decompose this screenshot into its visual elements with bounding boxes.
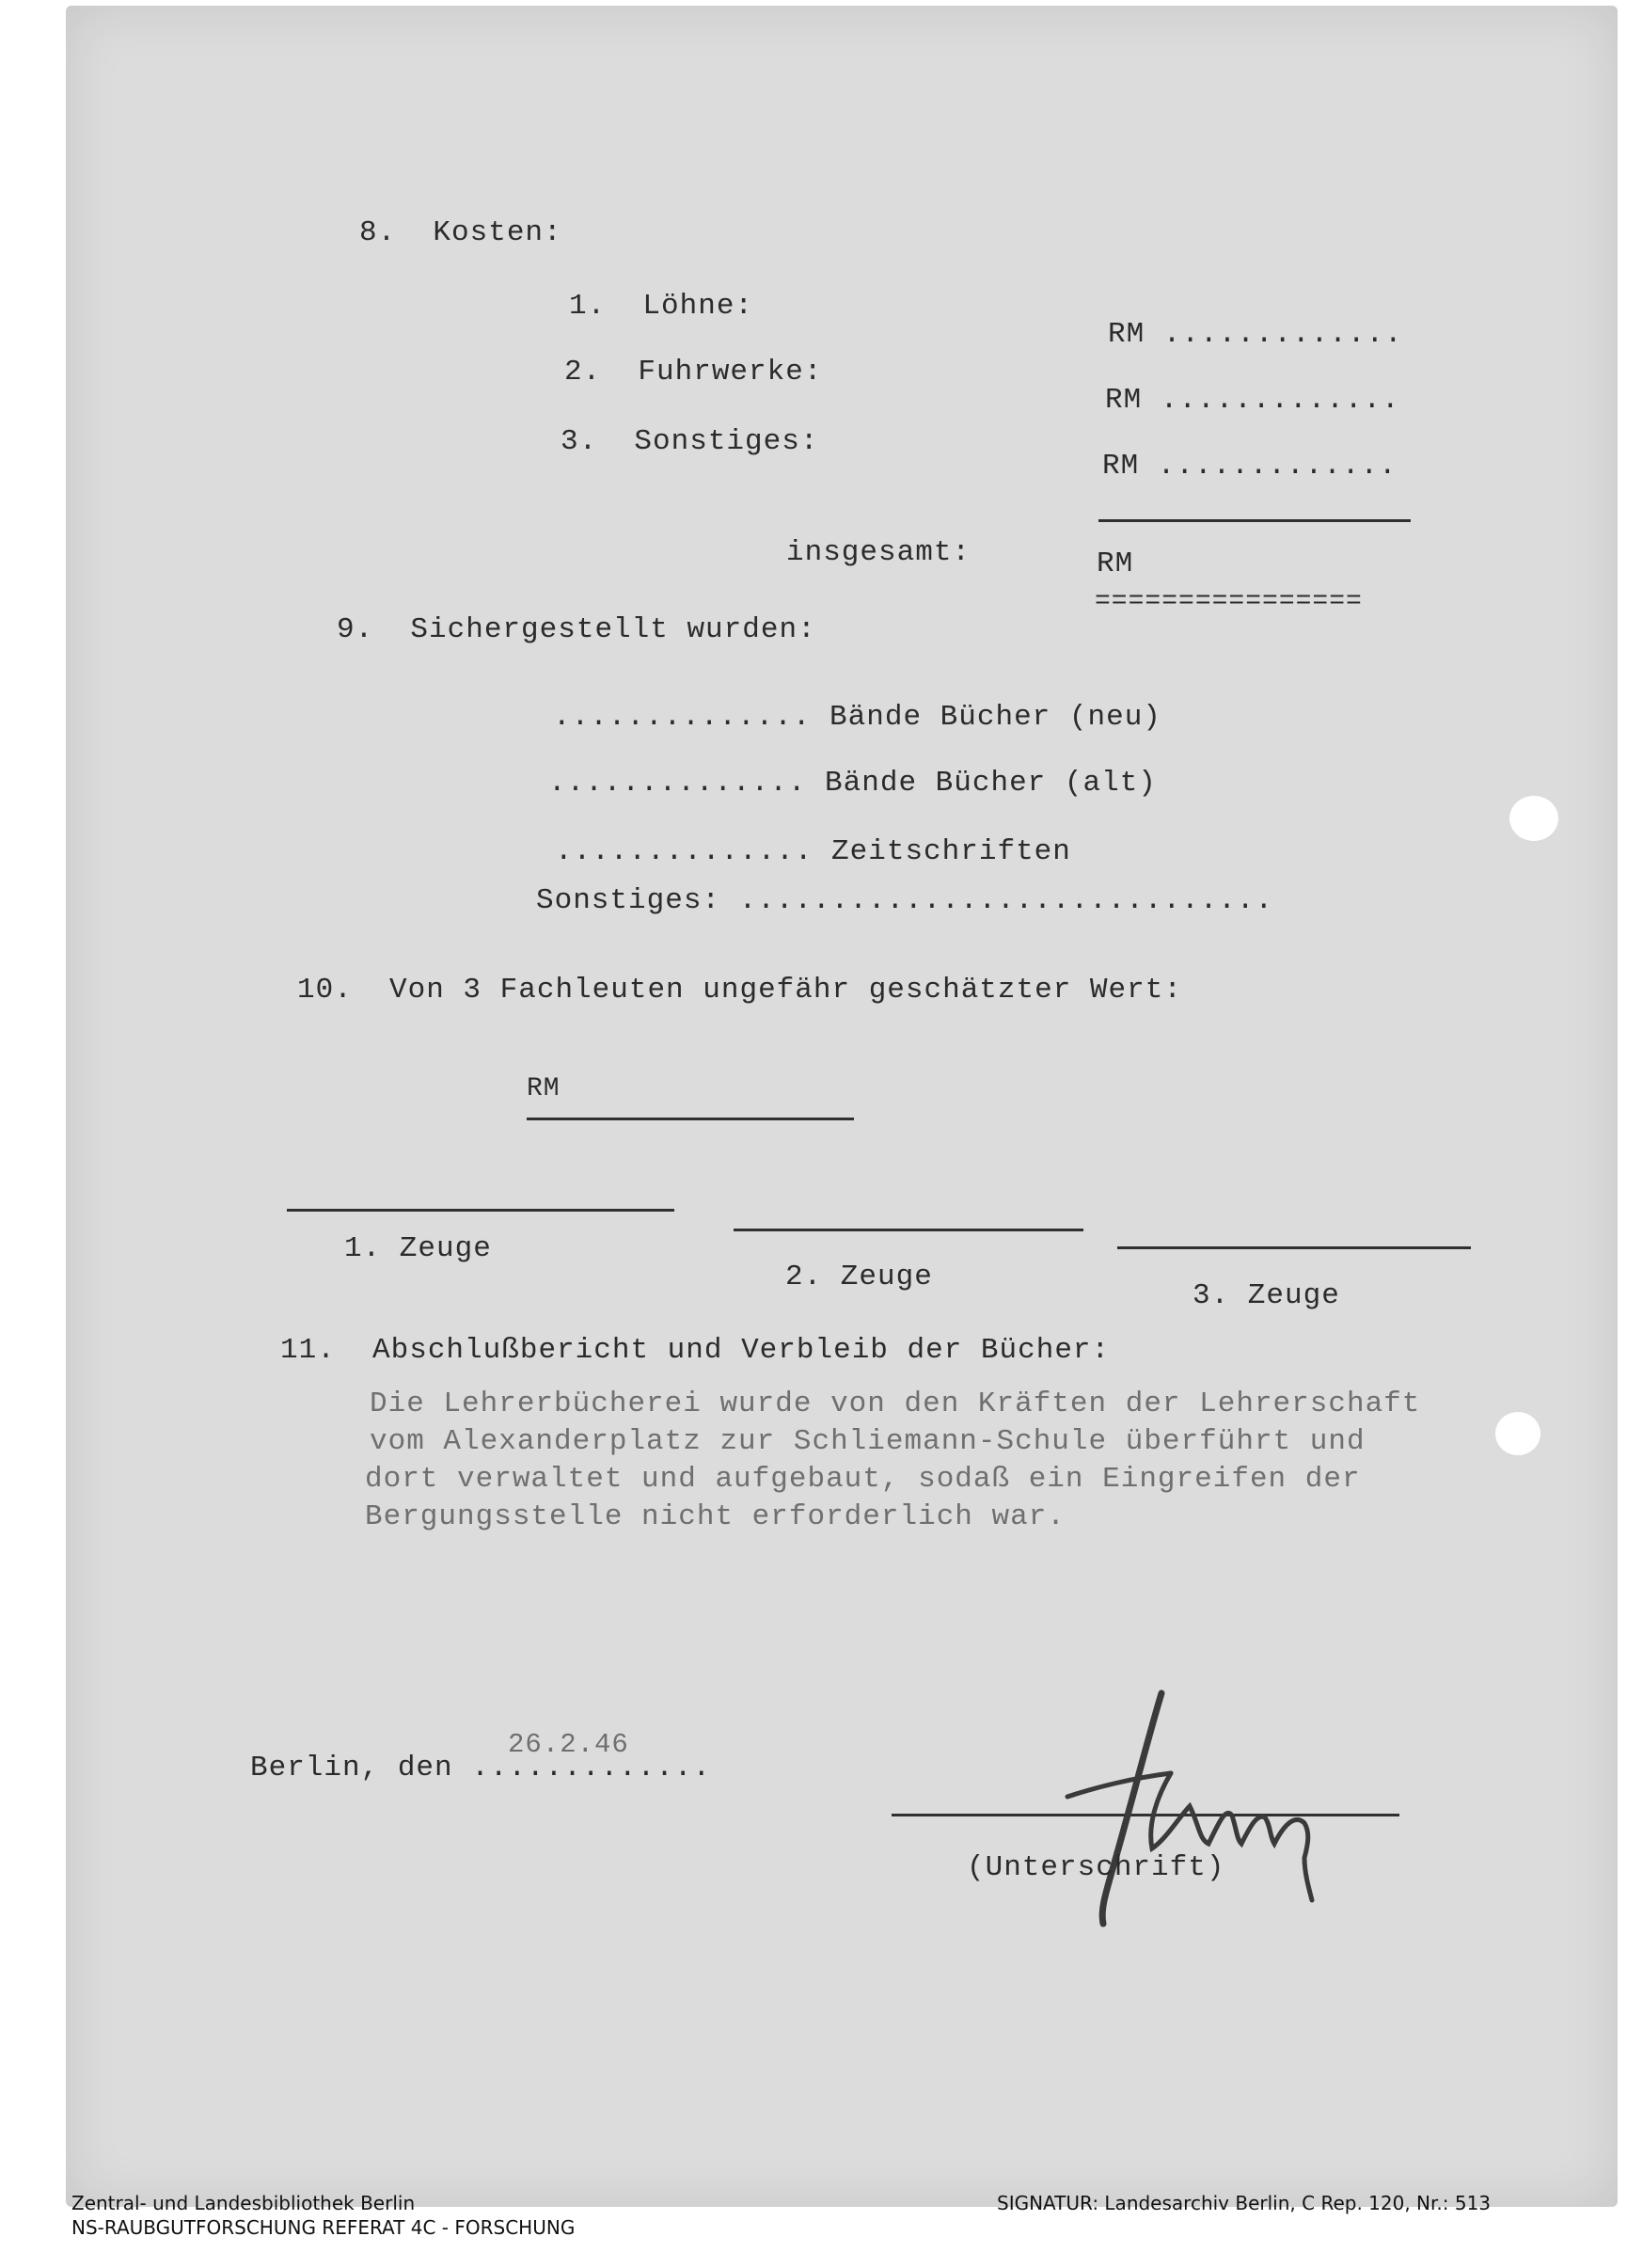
signature-caption: (Unterschrift) [967,1851,1225,1884]
witness-line [734,1229,1083,1231]
handwritten-signature [1058,1684,1359,1928]
witness-line [287,1209,674,1212]
cost-item-rm: RM ............. [1105,384,1400,417]
section-11-heading: 11. Abschlußbericht und Verbleib der Bücher: [280,1334,1111,1367]
cost-item-label: 1. Löhne: [569,290,754,323]
report-text-line: vom Alexanderplatz zur Schliemann-Schule überführt und [370,1425,1366,1458]
value-rule [527,1118,854,1120]
footer-institution: Zentral- und Landesbibliothek Berlin [71,2192,416,2214]
punch-hole [1509,796,1558,841]
section-9-heading: 9. Sichergestellt wurden: [337,613,816,646]
total-label: insgesamt: [786,536,971,569]
footer-department: NS-RAUBGUTFORSCHUNG REFERAT 4C - FORSCHUNG [71,2216,576,2239]
cost-item-rm: RM ............. [1102,450,1398,483]
seized-line: .............. Bände Bücher (alt) [548,767,1157,800]
witness-label: 3. Zeuge [1193,1279,1340,1312]
witness-line [1117,1246,1471,1249]
total-double-rule: ================ [1095,587,1363,616]
handwritten-date: 26.2.46 [508,1729,629,1760]
section-8-heading: 8. Kosten: [359,216,562,249]
report-text-line: dort verwaltet und aufgebaut, sodaß ein Eingreifen der [365,1463,1361,1496]
witness-label: 1. Zeuge [344,1232,492,1265]
sum-rule [1098,519,1411,522]
total-rm: RM [1097,547,1134,580]
report-text-line: Bergungsstelle nicht erforderlich war. [365,1500,1066,1533]
cost-item-label: 3. Sonstiges: [561,425,819,458]
section-10-heading: 10. Von 3 Fachleuten ungefähr geschätzter Wert: [297,974,1182,1007]
witness-label: 2. Zeuge [785,1261,933,1293]
footer-signatur: SIGNATUR: Landesarchiv Berlin, C Rep. 120, Nr.: 513 [997,2192,1492,2214]
place-date-label: Berlin, den ............. [250,1752,712,1784]
punch-hole [1495,1412,1540,1455]
seized-line: .............. Zeitschriften [555,835,1071,868]
seized-line: .............. Bände Bücher (neu) [553,701,1161,734]
cost-item-rm: RM ............. [1108,318,1403,351]
cost-item-label: 2. Fuhrwerke: [564,356,823,389]
seized-line: Sonstiges: ............................. [536,884,1274,917]
report-text-line: Die Lehrerbücherei wurde von den Kräften der Lehrerschaft [370,1388,1421,1420]
value-rm: RM [527,1074,561,1103]
